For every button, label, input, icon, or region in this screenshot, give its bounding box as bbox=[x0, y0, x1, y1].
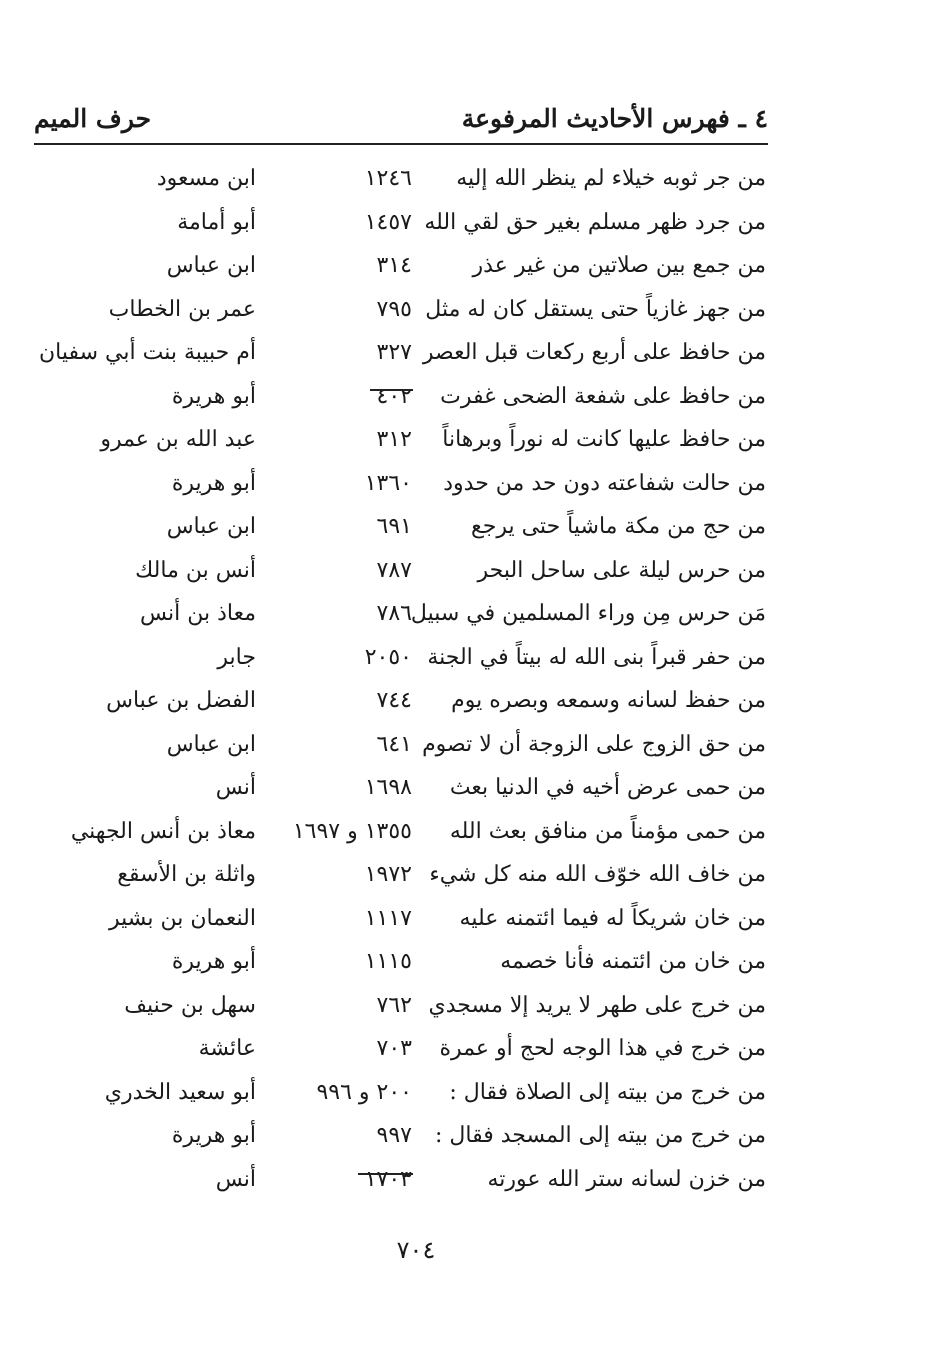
hadith-number: ٧٦٢ bbox=[376, 992, 412, 1018]
hadith-text: من حج من مكة ماشياً حتى يرجع bbox=[471, 514, 766, 539]
hadith-text: من حالت شفاعته دون حد من حدود bbox=[443, 470, 766, 496]
hadith-number: ١٩٧٢ bbox=[364, 862, 412, 887]
narrator-name: أنس bbox=[215, 775, 256, 800]
hadith-text: من حرس ليلة على ساحل البحر bbox=[477, 557, 766, 583]
narrator-name: جابر bbox=[217, 644, 256, 670]
hadith-text: من حفظ لسانه وسمعه وبصره يوم bbox=[451, 688, 766, 713]
hadith-number: ٧٨٦ bbox=[376, 601, 412, 626]
overline-mark bbox=[358, 1173, 413, 1175]
hadith-text: من خاف الله خوّف الله منه كل شيء bbox=[429, 862, 766, 887]
index-row bbox=[0, 552, 952, 596]
index-row bbox=[0, 1074, 952, 1118]
hadith-number: ١٣٥٥ و ١٦٩٧ bbox=[292, 818, 412, 844]
hadith-text: من جمع بين صلاتين من غير عذر bbox=[472, 253, 766, 278]
hadith-text: من خرج من بيته إلى الصلاة فقال : bbox=[449, 1079, 766, 1105]
hadith-index-list bbox=[0, 160, 952, 1204]
narrator-name: أبو هريرة bbox=[171, 470, 256, 496]
index-row bbox=[0, 508, 952, 552]
hadith-number: ٦٩١ bbox=[376, 514, 412, 539]
index-row bbox=[0, 247, 952, 291]
narrator-name: ابن عباس bbox=[166, 253, 256, 278]
hadith-text: من خرج على طهر لا يريد إلا مسجدي bbox=[428, 992, 766, 1018]
index-row bbox=[0, 291, 952, 335]
hadith-number: ٢٠٥٠ bbox=[364, 644, 412, 670]
index-row bbox=[0, 900, 952, 944]
hadith-text: من حمى مؤمناً من منافق بعث الله bbox=[449, 818, 766, 844]
hadith-text: مَن حرس مِن وراء المسلمين في سبيل bbox=[410, 601, 766, 626]
hadith-text: من جر ثوبه خيلاء لم ينظر الله إليه bbox=[456, 166, 766, 191]
hadith-number: ١٣٦٠ bbox=[364, 470, 412, 496]
index-row bbox=[0, 334, 952, 378]
narrator-name: ابن مسعود bbox=[156, 166, 256, 191]
narrator-name: أبو هريرة bbox=[171, 1123, 256, 1148]
narrator-name: ابن عباس bbox=[166, 731, 256, 757]
narrator-name: معاذ بن أنس الجهني bbox=[70, 818, 256, 844]
hadith-text: من حافظ على شفعة الضحى غفرت bbox=[440, 383, 766, 409]
index-row bbox=[0, 378, 952, 422]
index-row bbox=[0, 465, 952, 509]
page-number: ٧٠٤ bbox=[396, 1236, 436, 1264]
section-title: ٤ ـ فهرس الأحاديث المرفوعة bbox=[461, 104, 768, 133]
narrator-name: أبو أمامة bbox=[177, 209, 256, 235]
hadith-number: ٧٨٧ bbox=[376, 557, 412, 583]
hadith-text: من حافظ عليها كانت له نوراً وبرهاناً bbox=[442, 427, 766, 452]
narrator-name: معاذ بن أنس bbox=[139, 601, 256, 626]
narrator-name: أبو هريرة bbox=[171, 383, 256, 409]
index-row bbox=[0, 769, 952, 813]
index-row bbox=[0, 595, 952, 639]
narrator-name: عبد الله بن عمرو bbox=[100, 427, 256, 452]
index-row bbox=[0, 421, 952, 465]
hadith-number: ١٦٩٨ bbox=[364, 775, 412, 800]
hadith-number: ٣٢٧ bbox=[376, 340, 412, 365]
hadith-number: ١٧٠٣ bbox=[364, 1166, 412, 1192]
hadith-number: ١٢٤٦ bbox=[364, 166, 412, 191]
hadith-text: من خزن لسانه ستر الله عورته bbox=[487, 1166, 766, 1192]
overline-mark bbox=[370, 389, 413, 391]
index-row bbox=[0, 1161, 952, 1205]
index-row bbox=[0, 943, 952, 987]
hadith-text: من خان من ائتمنه فأنا خصمه bbox=[500, 949, 766, 974]
hadith-number: ٣١٢ bbox=[376, 427, 412, 452]
hadith-text: من خان شريكاً له فيما ائتمنه عليه bbox=[459, 905, 766, 931]
running-header bbox=[34, 104, 768, 140]
index-row bbox=[0, 726, 952, 770]
narrator-name: واثلة بن الأسقع bbox=[117, 862, 256, 887]
hadith-text: من خرج في هذا الوجه لحج أو عمرة bbox=[439, 1036, 766, 1061]
header-divider bbox=[34, 143, 768, 145]
hadith-number: ١١١٥ bbox=[364, 949, 412, 974]
hadith-number: ٤٠٢ bbox=[376, 383, 412, 409]
narrator-name: الفضل بن عباس bbox=[106, 688, 256, 713]
hadith-number: ٧٤٤ bbox=[376, 688, 412, 713]
narrator-name: أنس bbox=[215, 1166, 256, 1192]
index-row bbox=[0, 204, 952, 248]
index-row bbox=[0, 813, 952, 857]
narrator-name: أنس بن مالك bbox=[135, 557, 256, 583]
index-row bbox=[0, 160, 952, 204]
hadith-text: من حق الزوج على الزوجة أن لا تصوم bbox=[422, 731, 766, 757]
hadith-number: ١١١٧ bbox=[364, 905, 412, 931]
narrator-name: أبو سعيد الخدري bbox=[104, 1079, 256, 1105]
index-row bbox=[0, 856, 952, 900]
hadith-number: ١٤٥٧ bbox=[364, 209, 412, 235]
hadith-text: من حافظ على أربع ركعات قبل العصر bbox=[422, 340, 766, 365]
narrator-name: النعمان بن بشير bbox=[108, 905, 256, 931]
narrator-name: سهل بن حنيف bbox=[124, 992, 256, 1018]
hadith-text: من خرج من بيته إلى المسجد فقال : bbox=[435, 1123, 766, 1148]
narrator-name: عائشة bbox=[198, 1036, 256, 1061]
narrator-name: أبو هريرة bbox=[171, 949, 256, 974]
hadith-number: ٩٩٧ bbox=[376, 1123, 412, 1148]
index-row bbox=[0, 987, 952, 1031]
narrator-name: عمر بن الخطاب bbox=[108, 296, 256, 322]
hadith-text: من حمى عرض أخيه في الدنيا بعث bbox=[449, 775, 766, 800]
hadith-number: ٢٠٠ و ٩٩٦ bbox=[316, 1079, 412, 1105]
narrator-name: أم حبيبة بنت أبي سفيان bbox=[38, 340, 256, 365]
hadith-number: ٧٠٣ bbox=[376, 1036, 412, 1061]
index-row bbox=[0, 682, 952, 726]
hadith-text: من حفر قبراً بنى الله له بيتاً في الجنة bbox=[427, 644, 766, 670]
index-row bbox=[0, 1117, 952, 1161]
index-row bbox=[0, 639, 952, 683]
hadith-number: ٧٩٥ bbox=[376, 296, 412, 322]
hadith-text: من جهز غازياً حتى يستقل كان له مثل bbox=[425, 296, 766, 322]
index-row bbox=[0, 1030, 952, 1074]
hadith-text: من جرد ظهر مسلم بغير حق لقي الله bbox=[424, 209, 766, 235]
narrator-name: ابن عباس bbox=[166, 514, 256, 539]
chapter-title: حرف الميم bbox=[34, 104, 152, 133]
hadith-number: ٦٤١ bbox=[376, 731, 412, 757]
hadith-number: ٣١٤ bbox=[376, 253, 412, 278]
